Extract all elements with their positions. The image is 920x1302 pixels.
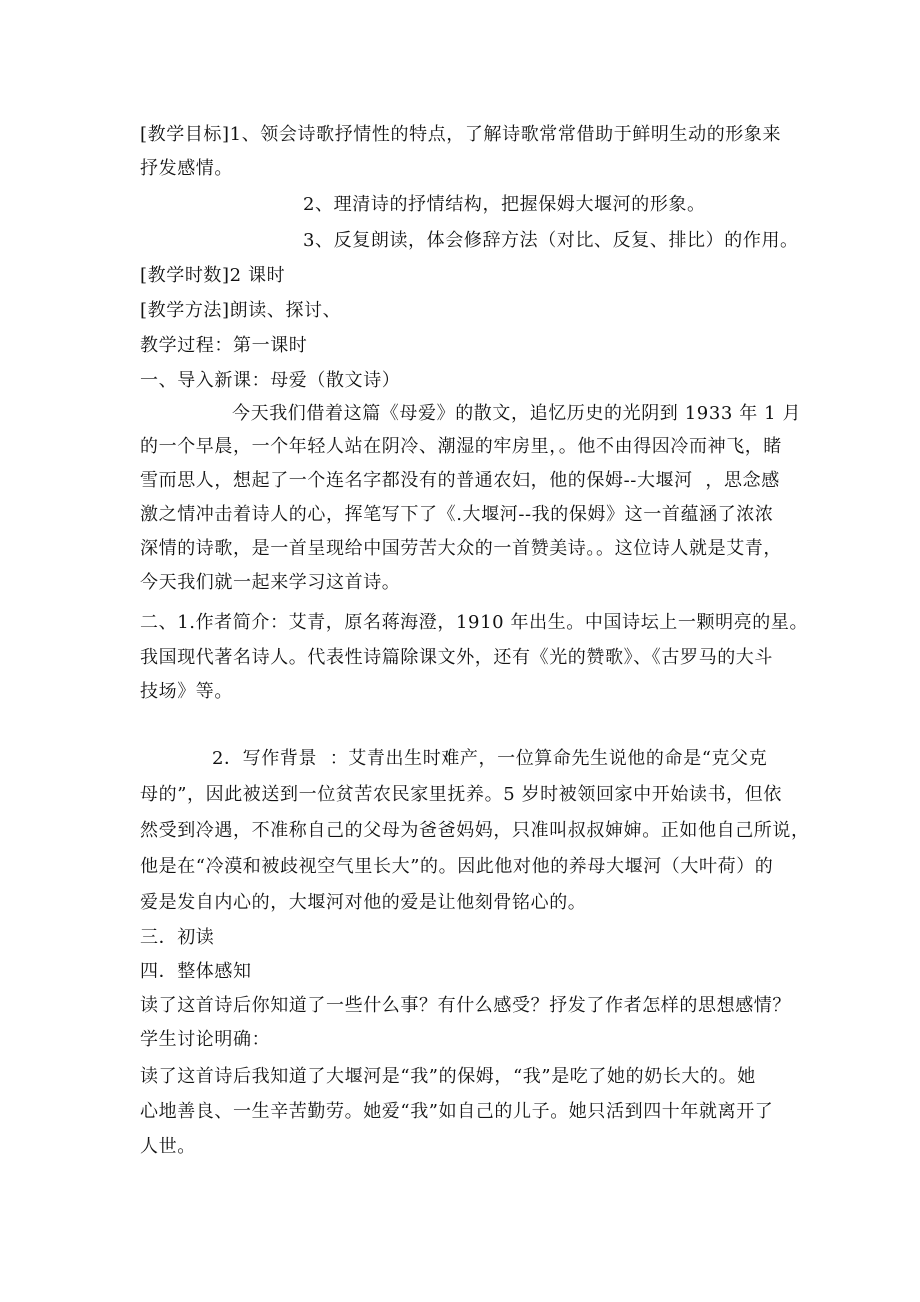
writing-background-line: 母的”，因此被送到一位贫苦农民家里抚养。5 岁时被领回家中开始读书，但依	[140, 784, 782, 805]
section-4-answer-line: 读了这首诗后我知道了大堰河是“我”的保姆，“我”是吃了她的奶长大的。她	[140, 1066, 756, 1087]
writing-background-line: 他是在“冷漠和被歧视空气里长大”的。因此他对他的养母大堰河（大叶荷）的	[140, 856, 774, 877]
writing-background-line: 然受到冷遇，不准称自己的父母为爸爸妈妈，只准叫叔叔婶婶。正如他自己所说，	[140, 820, 810, 841]
teaching-goals-line-2: 2、理清诗的抒情结构，把握保姆大堰河的形象。	[303, 194, 706, 215]
section-1-paragraph-line: 雪而思人，想起了一个连名字都没有的普通农妇，他的保姆--大堰河 ，思念感	[140, 470, 780, 491]
section-4-heading: 四．整体感知	[140, 961, 252, 982]
section-1-heading: 一、导入新课：母爱（散文诗）	[140, 370, 401, 391]
teaching-hours: [教学时数]2 课时	[140, 265, 286, 286]
section-4-question: 读了这首诗后你知道了一些什么事？有什么感受？抒发了作者怎样的思想感情？	[140, 995, 791, 1016]
author-intro-line: 我国现代著名诗人。代表性诗篇除课文外，还有《光的赞歌》、《古罗马的大斗	[140, 647, 773, 668]
author-intro-line: 技场》等。	[140, 681, 233, 702]
section-1-paragraph-line: 深情的诗歌，是一首呈现给中国劳苦大众的一首赞美诗。。这位诗人就是艾青，	[140, 538, 782, 559]
teaching-goals-line-1: [教学目标]1、领会诗歌抒情性的特点，了解诗歌常常借助于鲜明生动的形象来	[140, 124, 782, 145]
teaching-goals-line-3: 3、反复朗读，体会修辞方法（对比、反复、排比）的作用。	[303, 230, 799, 251]
section-4-answer-line: 心地善良、一生辛苦勤劳。她爱“我”如自己的儿子。她只活到四十年就离开了	[140, 1101, 774, 1122]
section-3-heading: 三．初读	[140, 927, 215, 948]
teaching-goals-line-1-continued: 抒发感情。	[140, 158, 233, 179]
author-intro-line: 二、1.作者简介：艾青，原名蒋海澄，1910 年出生。中国诗坛上一颗明亮的星。	[140, 612, 809, 633]
section-4-discussion: 学生讨论明确：	[140, 1029, 271, 1050]
section-1-paragraph-line: 今天我们借着这篇《母爱》的散文，追忆历史的光阴到 1933 年 1 月	[232, 403, 802, 424]
section-4-answer-line: 人世。	[140, 1136, 196, 1157]
section-1-paragraph-line: 今天我们就一起来学习这首诗。	[140, 572, 401, 593]
writing-background-line: 2．写作背景 ：艾青出生时难产，一位算命先生说他的命是“克父克	[212, 748, 768, 769]
section-1-paragraph-line: 激之情冲击着诗人的心，挥笔写下了《.大堰河--我的保姆》这一首蕴涵了浓浓	[140, 504, 774, 525]
teaching-methods: [教学方法]朗读、探讨、	[140, 300, 342, 321]
teaching-process: 教学过程：第一课时	[140, 335, 308, 356]
section-1-paragraph-line: 的一个早晨，一个年轻人站在阴冷、潮湿的牢房里，。他不由得因冷而神飞，睹	[140, 436, 782, 457]
writing-background-line: 爱是发自内心的，大堰河对他的爱是让他刻骨铭心的。	[140, 892, 587, 913]
